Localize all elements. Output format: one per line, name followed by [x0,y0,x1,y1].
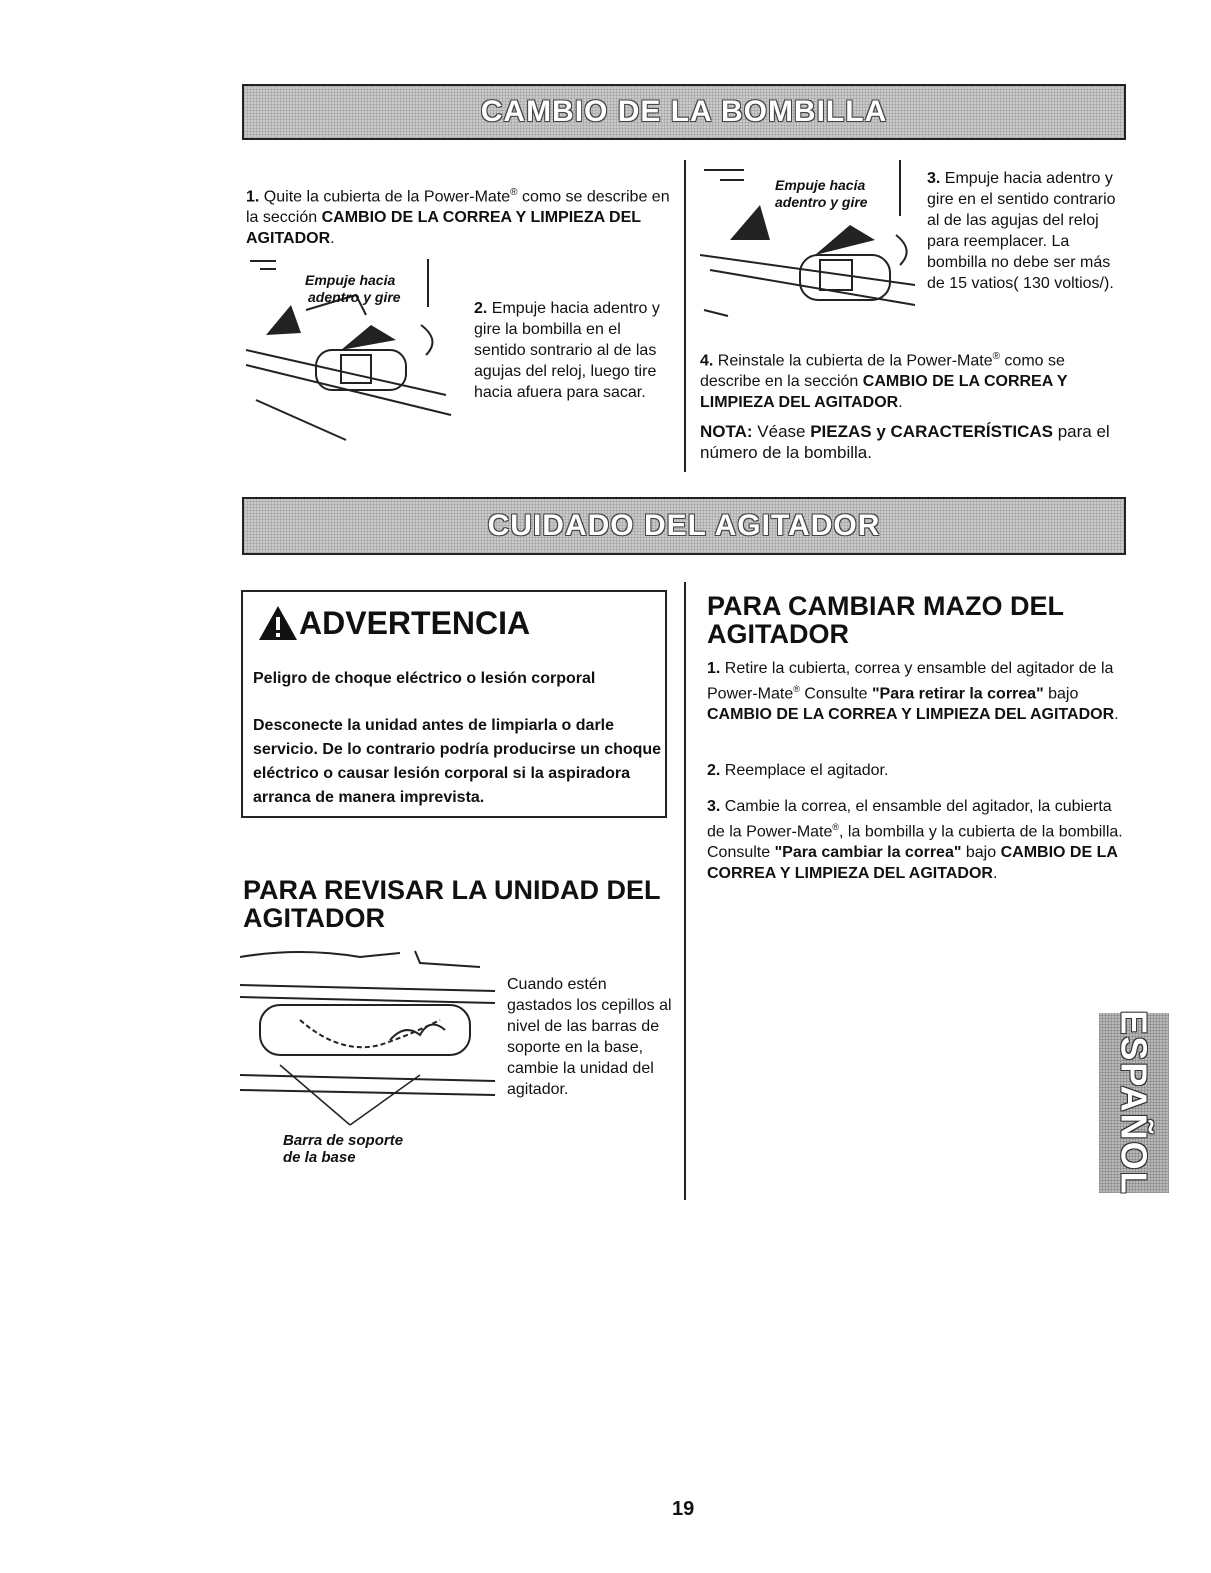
fig1-label: Empuje hacia adentro y gire [305,272,401,305]
cambiar-step-3: 3. Cambie la correa, el ensamble del agitador, la cubierta de la Power-Mate®, la bombilla y la cubierta de la bombilla. Consulte "Para cambiar la correa" bajo CAMBIO DE LA CORREA Y LIMPIEZA DEL AGITADOR. [707,798,1123,883]
agitator-fig-label: Barra de soporte de la base [283,1132,404,1166]
cambiar-step-1: 1. Retire la cubierta, correa y ensamble del agitador de la Power-Mate® Consulte "Para retirar la correa" bajo CAMBIO DE LA CORREA Y LIMPIEZA DEL AGITADOR. [707,660,1119,724]
column-divider-top [684,160,686,472]
step-1: 1. Quite la cubierta de la Power-Mate® como se describe en la sección CAMBIO DE LA CORREA Y LIMPIEZA DEL AGITADOR. [246,187,670,248]
warning-instructions: Desconecte la unidad antes de limpiarla o darle servicio. De lo contrario podría producirse un choque eléctrico o causar lesión corporal si la aspiradora arranca de manera imprevista. [253,717,662,806]
warning-title: ADVERTENCIA [299,604,531,641]
banner-title: CAMBIO DE LA BOMBILLA [480,95,888,128]
step-2: 2. Empuje hacia adentro y gire la bombilla en el sentido sontrario al de las agujas del reloj, luego tire hacia afuera para sacar. [474,300,660,401]
step-3: 3. Empuje hacia adentro y gire en el sentido contrario al de las agujas del reloj para reemplacer. La bombilla no debe ser más de 15 vatios( 130 voltios/). [927,170,1116,292]
language-side-tab [1099,1010,1169,1196]
section-banner-bombilla [242,84,1126,140]
warning-triangle-icon [257,604,299,642]
section-banner-agitador [242,497,1126,555]
banner-title: CUIDADO DEL AGITADOR [487,509,881,542]
revisar-text: Cuando estén gastados los cepillos al nivel de las barras de soporte en la base, cambie la unidad del agitador. [507,976,672,1098]
column-divider-bottom [684,582,686,1200]
step-4: 4. Reinstale la cubierta de la Power-Mate® como se describe en la sección CAMBIO DE LA CORREA Y LIMPIEZA DEL AGITADOR. [700,351,1068,412]
heading-cambiar: PARA CAMBIAR MAZO DEL AGITADOR [707,591,1064,649]
side-tab-label: ESPAÑOL [1114,1010,1156,1196]
page-number: 19 [672,1498,695,1520]
warning-box [241,590,667,818]
nota: NOTA: Véase PIEZAS y CARACTERÍSTICAS para el número de la bombilla. [700,422,1110,462]
warning-hazard: Peligro de choque eléctrico o lesión corporal [253,670,596,687]
fig2-label: Empuje hacia adentro y gire [775,177,868,210]
agitator-illustration [240,945,500,1135]
heading-revisar: PARA REVISAR LA UNIDAD DEL AGITADOR [243,875,661,933]
cambiar-step-2: 2. Reemplace el agitador. [707,762,889,779]
